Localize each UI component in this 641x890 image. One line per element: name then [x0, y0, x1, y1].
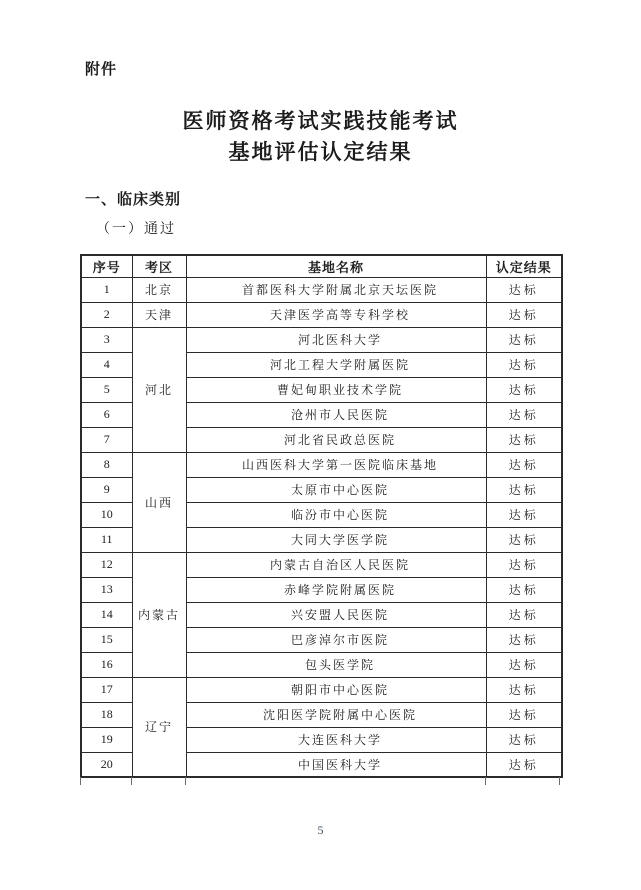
result-cell: 达标 — [486, 602, 562, 627]
base-name-cell: 兴安盟人民医院 — [186, 602, 486, 627]
document-title-line2: 基地评估认定结果 — [228, 140, 413, 164]
row-number-cell: 15 — [81, 627, 132, 652]
continuation-stub — [559, 777, 560, 785]
result-cell: 达标 — [486, 352, 562, 377]
result-cell: 达标 — [486, 452, 562, 477]
row-number-cell: 8 — [81, 452, 132, 477]
result-cell: 达标 — [486, 277, 562, 302]
base-name-cell: 河北工程大学附属医院 — [186, 352, 486, 377]
row-number-cell: 17 — [81, 677, 132, 702]
table-header-cell-0: 序号 — [81, 255, 132, 277]
result-cell: 达标 — [486, 702, 562, 727]
result-cell: 达标 — [486, 527, 562, 552]
base-name-cell: 曹妃甸职业技术学院 — [186, 377, 486, 402]
table-header-cell-2: 基地名称 — [186, 255, 486, 277]
base-name-cell: 中国医科大学 — [186, 752, 486, 777]
base-name-cell: 山西医科大学第一医院临床基地 — [186, 452, 486, 477]
continuation-stub — [80, 777, 81, 785]
result-cell: 达标 — [486, 327, 562, 352]
result-cell: 达标 — [486, 502, 562, 527]
results-table-head — [81, 255, 562, 277]
base-name-cell: 赤峰学院附属医院 — [186, 577, 486, 602]
row-number-cell: 19 — [81, 727, 132, 752]
row-number-cell: 12 — [81, 552, 132, 577]
base-name-cell: 沈阳医学院附属中心医院 — [186, 702, 486, 727]
base-name-cell: 临汾市中心医院 — [186, 502, 486, 527]
base-name-cell: 朝阳市中心医院 — [186, 677, 486, 702]
continuation-stub — [185, 777, 186, 785]
result-cell: 达标 — [486, 402, 562, 427]
continuation-stub — [131, 777, 132, 785]
page-number: 5 — [317, 823, 324, 837]
region-cell: 内蒙古 — [132, 552, 186, 677]
result-cell: 达标 — [486, 752, 562, 777]
row-number-cell: 4 — [81, 352, 132, 377]
table-row — [81, 552, 562, 577]
result-cell: 达标 — [486, 652, 562, 677]
results-table — [80, 254, 563, 778]
table-row — [81, 327, 562, 352]
document-title-line1: 医师资格考试实践技能考试 — [182, 109, 459, 133]
row-number-cell: 18 — [81, 702, 132, 727]
result-cell: 达标 — [486, 477, 562, 502]
base-name-cell: 内蒙古自治区人民医院 — [186, 552, 486, 577]
base-name-cell: 沧州市人民医院 — [186, 402, 486, 427]
results-table-body — [81, 277, 562, 777]
table-header-row — [81, 255, 562, 277]
row-number-cell: 2 — [81, 302, 132, 327]
row-number-cell: 7 — [81, 427, 132, 452]
result-cell: 达标 — [486, 627, 562, 652]
row-number-cell: 20 — [81, 752, 132, 777]
row-number-cell: 10 — [81, 502, 132, 527]
base-name-cell: 河北省民政总医院 — [186, 427, 486, 452]
row-number-cell: 11 — [81, 527, 132, 552]
base-name-cell: 巴彦淖尔市医院 — [186, 627, 486, 652]
row-number-cell: 9 — [81, 477, 132, 502]
continuation-stub — [485, 777, 486, 785]
region-cell: 天津 — [132, 302, 186, 327]
row-number-cell: 13 — [81, 577, 132, 602]
base-name-cell: 包头医学院 — [186, 652, 486, 677]
table-header-cell-3: 认定结果 — [486, 255, 562, 277]
table-row — [81, 452, 562, 477]
base-name-cell: 首都医科大学附属北京天坛医院 — [186, 277, 486, 302]
table-header-cell-1: 考区 — [132, 255, 186, 277]
base-name-cell: 天津医学高等专科学校 — [186, 302, 486, 327]
row-number-cell: 14 — [81, 602, 132, 627]
result-cell: 达标 — [486, 677, 562, 702]
base-name-cell: 河北医科大学 — [186, 327, 486, 352]
table-row — [81, 302, 562, 327]
document-title — [0, 106, 641, 168]
region-cell: 辽宁 — [132, 677, 186, 777]
result-cell: 达标 — [486, 302, 562, 327]
result-cell: 达标 — [486, 427, 562, 452]
row-number-cell: 1 — [81, 277, 132, 302]
base-name-cell: 大同大学医学院 — [186, 527, 486, 552]
attachment-label: 附件 — [85, 61, 118, 78]
region-cell: 山西 — [132, 452, 186, 552]
row-number-cell: 6 — [81, 402, 132, 427]
result-cell: 达标 — [486, 377, 562, 402]
result-cell: 达标 — [486, 727, 562, 752]
table-row — [81, 677, 562, 702]
row-number-cell: 5 — [81, 377, 132, 402]
base-name-cell: 大连医科大学 — [186, 727, 486, 752]
region-cell: 北京 — [132, 277, 186, 302]
row-number-cell: 16 — [81, 652, 132, 677]
result-cell: 达标 — [486, 577, 562, 602]
subsection-heading: （一）通过 — [96, 222, 176, 237]
base-name-cell: 太原市中心医院 — [186, 477, 486, 502]
section-heading: 一、临床类别 — [85, 191, 182, 208]
row-number-cell: 3 — [81, 327, 132, 352]
result-cell: 达标 — [486, 552, 562, 577]
region-cell: 河北 — [132, 327, 186, 452]
table-row — [81, 277, 562, 302]
